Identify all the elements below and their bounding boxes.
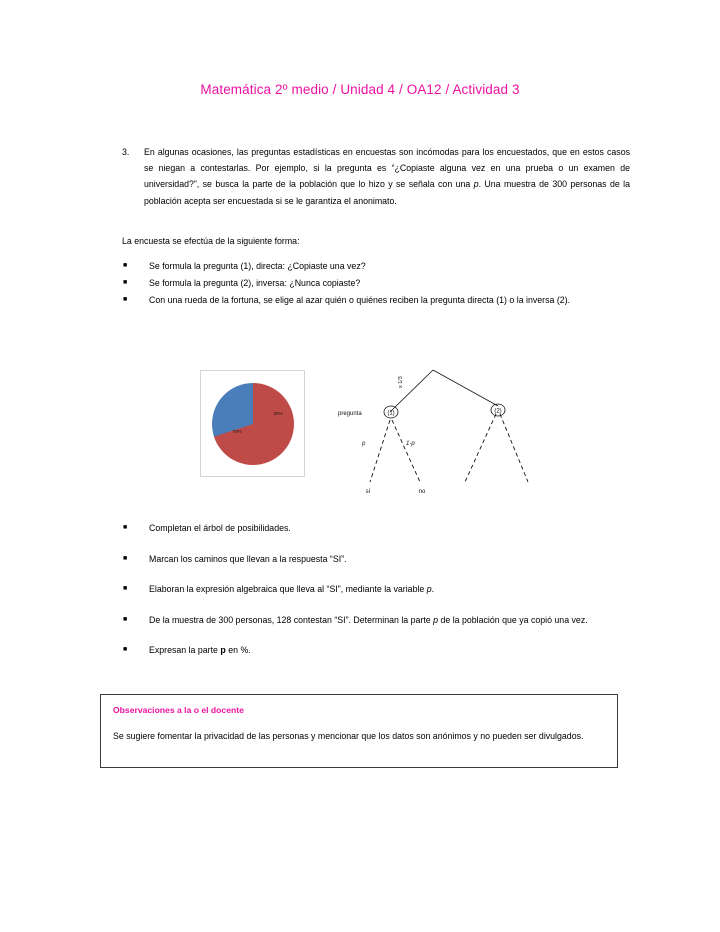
list-item-label xyxy=(149,612,632,630)
activity-number: 3. xyxy=(122,147,130,157)
pie-chart xyxy=(212,383,294,465)
tree-svg xyxy=(320,360,545,495)
survey-steps-list xyxy=(122,258,632,309)
activity-paragraph-block xyxy=(122,144,630,209)
list-item-label xyxy=(149,520,632,538)
bullet-square-icon: ■ xyxy=(123,524,128,531)
bullet-square-icon: ■ xyxy=(123,296,128,303)
tree-leaf-no: no xyxy=(418,489,426,495)
figures-region xyxy=(0,360,720,495)
list-item xyxy=(122,612,632,630)
list-item-label xyxy=(149,551,632,569)
pie-slice-label-inversa: 30% xyxy=(273,410,284,417)
task-variable: p xyxy=(426,584,432,594)
list-item-label: Se formula la pregunta (2), inversa: ¿Nunca copiaste? xyxy=(149,278,361,288)
tree-edge-right-si xyxy=(465,414,496,482)
list-item xyxy=(122,551,632,569)
tree-edge-right-no xyxy=(500,414,528,482)
tree-branch-label-p: p xyxy=(362,441,366,447)
task-variable: p xyxy=(220,645,226,655)
task-text-part1: Marcan los caminos que llevan a la respuesta “SI”. xyxy=(149,553,347,564)
task-variable: p xyxy=(433,614,439,625)
list-item xyxy=(122,642,632,660)
activity-variable-p: p xyxy=(473,179,479,190)
bullet-square-icon: ■ xyxy=(123,554,128,562)
bullet-square-icon: ■ xyxy=(123,279,128,286)
list-item-label xyxy=(149,581,632,599)
tree-leaf-si: sí xyxy=(365,489,371,495)
tree-node-right-label: (2) xyxy=(494,408,502,415)
tree-node-left-label: (1) xyxy=(387,410,395,417)
page-title: Matemática 2º medio / Unidad 4 / OA12 / Actividad 3 xyxy=(200,82,520,97)
activity-paragraph-part2: . Una muestra de 300 personas de la población acepta ser encuestada si se le garantiza el anonimato. xyxy=(144,179,631,206)
list-item-label: Con una rueda de la fortuna, se elige al azar quién o quiénes reciben la pregunta directa (1) o la inversa (2). xyxy=(149,295,571,305)
list-item xyxy=(122,258,632,274)
activity-paragraph xyxy=(144,144,630,209)
pie-shape xyxy=(212,383,294,465)
tree-edge-root-right xyxy=(433,370,498,406)
list-item xyxy=(122,520,632,538)
probability-tree-diagram xyxy=(320,360,545,495)
observations-body: Se sugiere fomentar la privacidad de las personas y mencionar que los datos son anónimos y no pueden ser divulgados. xyxy=(113,731,584,741)
tree-edge-root-left xyxy=(390,370,433,412)
tree-edge-left-no xyxy=(392,420,420,482)
list-item xyxy=(122,292,632,308)
tree-node-left-prefix: pregunta xyxy=(338,411,362,417)
bullet-square-icon: ■ xyxy=(123,646,128,653)
bullet-square-icon: ■ xyxy=(123,585,128,592)
tasks-list xyxy=(122,520,632,673)
tree-branch-label-1-minus-p: 1-p xyxy=(406,441,415,447)
tree-root-branch-label: x 1/3 xyxy=(398,376,404,388)
list-item-label: Se formula la pregunta (1), directa: ¿Copiaste una vez? xyxy=(149,261,366,271)
survey-intro-text: La encuesta se efectúa de la siguiente forma: xyxy=(122,236,300,246)
observations-box xyxy=(100,694,618,768)
list-item-label xyxy=(149,642,632,660)
pie-slice-label-directa: 70% xyxy=(231,428,242,435)
task-text-part1: Elaboran la expresión algebraica que lleva al “SI”, mediante la variable xyxy=(149,584,427,594)
task-text-part1: Completan el árbol de posibilidades. xyxy=(149,523,291,533)
tree-edge-left-si xyxy=(370,420,390,482)
list-item xyxy=(122,275,632,291)
activity-paragraph-part1: En algunas ocasiones, las preguntas estadísticas en encuestas son incómodas para los encuestados, que en estos casos se niegan a contestarlas. Por ejemplo, si la pregunta es “¿Copiaste alguna vez en una prueba o un examen de universidad?”, se busca la parte de la población que lo hizo y se señala con una xyxy=(144,147,630,190)
observations-title: Observaciones a la o el docente xyxy=(113,705,244,715)
task-text-part2: . xyxy=(431,584,435,594)
bullet-square-icon: ■ xyxy=(123,262,128,269)
list-item xyxy=(122,581,632,599)
pie-chart-panel xyxy=(200,370,305,477)
task-text-part1: Expresan la parte xyxy=(149,645,221,655)
task-text-part2: en %. xyxy=(225,645,251,655)
bullet-square-icon: ■ xyxy=(123,615,128,623)
task-text-part2: de la población que ya copió una vez. xyxy=(438,614,588,625)
task-text-part1: De la muestra de 300 personas, 128 contestan “SI”. Determinan la parte xyxy=(149,614,434,625)
